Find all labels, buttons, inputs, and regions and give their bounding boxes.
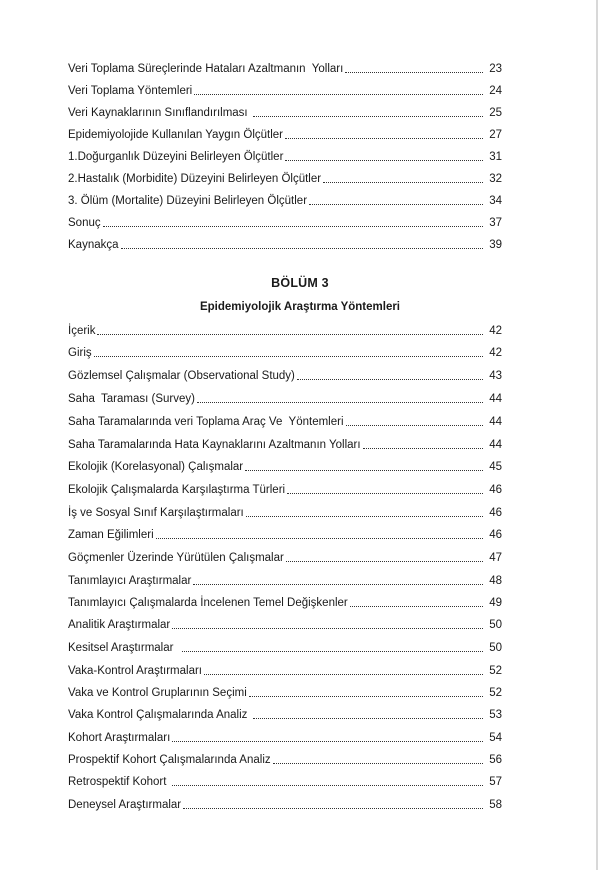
toc-entry-page: 31 [489, 151, 502, 163]
toc-entry-page: 53 [489, 709, 502, 721]
dot-leader [249, 696, 483, 697]
toc-entry[interactable] [68, 409, 502, 429]
toc-entry[interactable] [68, 612, 502, 632]
toc-entry[interactable] [68, 500, 502, 520]
toc-entry[interactable] [68, 56, 502, 76]
toc-entry-page: 25 [489, 107, 502, 119]
chapter-subtitle: Epidemiyolojik Araştırma Yöntemleri [199, 301, 401, 313]
dot-leader [273, 763, 483, 764]
dot-leader [172, 741, 483, 742]
toc-entry[interactable] [68, 432, 502, 452]
toc-entry-label: Analitik Araştırmalar [68, 619, 171, 631]
toc-entry[interactable] [68, 100, 502, 120]
toc-entry-page: 48 [489, 575, 502, 587]
toc-entry[interactable] [68, 522, 502, 542]
dot-leader [194, 94, 483, 95]
toc-entry-page: 43 [489, 370, 502, 382]
dot-leader [287, 493, 483, 494]
toc-entry-page: 58 [489, 799, 502, 811]
toc-entry-label: Veri Kaynaklarının Sınıflandırılması [68, 107, 251, 119]
toc-entry-label: 1.Doğurganlık Düzeyini Belirleyen Ölçütler [68, 151, 284, 163]
toc-entry-page: 49 [489, 597, 502, 609]
toc-entry[interactable] [68, 122, 502, 142]
toc-entry[interactable] [68, 769, 502, 789]
toc-entry-label: Epidemiyolojide Kullanılan Yaygın Ölçütler [68, 129, 284, 141]
toc-entry-label: Ekolojik (Korelasyonal) Çalışmalar [68, 461, 244, 473]
dot-leader [285, 138, 483, 139]
toc-entry[interactable] [68, 658, 502, 678]
toc-entry-page: 44 [489, 393, 502, 405]
toc-entry-label: 2.Hastalık (Morbidite) Düzeyini Belirleyen Ölçütler [68, 173, 322, 185]
toc-entry-label: Kaynakça [68, 239, 119, 251]
toc-entry-label: Ekolojik Çalışmalarda Karşılaştırma Türleri [68, 484, 286, 496]
toc-entry[interactable] [68, 318, 502, 338]
dot-leader [346, 425, 483, 426]
toc-entry-page: 42 [489, 347, 502, 359]
toc-entry-page: 44 [489, 439, 502, 451]
toc-entry-page: 57 [489, 776, 502, 788]
toc-entry[interactable] [68, 568, 502, 588]
toc-entry-page: 27 [489, 129, 502, 141]
toc-entry-label: Giriş [68, 347, 92, 359]
toc-entry-label: Vaka ve Kontrol Gruplarının Seçimi [68, 687, 247, 699]
toc-entry-label: Kesitsel Araştırmalar [68, 642, 180, 654]
toc-entry-label: Retrospektif Kohort [68, 776, 170, 788]
toc-entry-page: 37 [489, 217, 502, 229]
toc-entry[interactable] [68, 386, 502, 406]
toc-entry-page: 39 [489, 239, 502, 251]
toc-entry[interactable] [68, 340, 502, 360]
dot-leader [323, 182, 483, 183]
toc-entry-page: 23 [489, 63, 502, 75]
toc-entry-label: İçerik [68, 325, 96, 337]
toc-entry-page: 50 [489, 619, 502, 631]
toc-entry-label: Gözlemsel Çalışmalar (Observational Study) [68, 370, 295, 382]
toc-entry-label: Prospektif Kohort Çalışmalarında Analiz [68, 754, 271, 766]
toc-entry-page: 46 [489, 484, 502, 496]
toc-entry-label: Saha Taraması (Survey) [68, 393, 195, 405]
toc-entry[interactable] [68, 232, 502, 252]
dot-leader [156, 538, 483, 539]
toc-entry-page: 47 [489, 552, 502, 564]
toc-entry[interactable] [68, 210, 502, 230]
toc-entry[interactable] [68, 792, 502, 812]
dot-leader [121, 248, 483, 249]
dot-leader [97, 334, 483, 335]
toc-entry-label: İş ve Sosyal Sınıf Karşılaştırmaları [68, 507, 244, 519]
toc-entry-label: Göçmenler Üzerinde Yürütülen Çalışmalar [68, 552, 284, 564]
toc-entry-page: 44 [489, 416, 502, 428]
toc-entry-label: Deneysel Araştırmalar [68, 799, 182, 811]
toc-entry-page: 34 [489, 195, 502, 207]
toc-entry-label: Sonuç [68, 217, 101, 229]
toc-entry[interactable] [68, 635, 502, 655]
toc-entry-page: 56 [489, 754, 502, 766]
dot-leader [253, 116, 483, 117]
dot-leader [197, 402, 483, 403]
toc-entry[interactable] [68, 78, 502, 98]
toc-entry[interactable] [68, 454, 502, 474]
dot-leader [193, 584, 483, 585]
dot-leader [183, 808, 483, 809]
toc-entry[interactable] [68, 363, 502, 383]
toc-entry-label: Kohort Araştırmaları [68, 732, 171, 744]
dot-leader [345, 72, 483, 73]
toc-entry-page: 45 [489, 461, 502, 473]
toc-entry-label: Tanımlayıcı Çalışmalarda İncelenen Temel Değişkenler [68, 597, 348, 609]
toc-entry-label: 3. Ölüm (Mortalite) Düzeyini Belirleyen Ölçütler [68, 195, 308, 207]
toc-entry-label: Vaka-Kontrol Araştırmaları [68, 665, 203, 677]
dot-leader [363, 448, 483, 449]
toc-entry[interactable] [68, 725, 502, 745]
toc-entry-label: Tanımlayıcı Araştırmalar [68, 575, 192, 587]
toc-entry[interactable] [68, 477, 502, 497]
dot-leader [286, 561, 483, 562]
toc-entry[interactable] [68, 144, 502, 164]
dot-leader [94, 356, 483, 357]
dot-leader [285, 160, 483, 161]
toc-entry-page: 46 [489, 529, 502, 541]
dot-leader [246, 516, 483, 517]
dot-leader [172, 785, 483, 786]
dot-leader [245, 470, 483, 471]
dot-leader [172, 628, 483, 629]
toc-entry-label: Saha Taramalarında Hata Kaynaklarını Azaltmanın Yolları [68, 439, 361, 451]
dot-leader [182, 651, 483, 652]
toc-entry-page: 42 [489, 325, 502, 337]
toc-entry-page: 32 [489, 173, 502, 185]
dot-leader [309, 204, 483, 205]
toc-entry[interactable] [68, 188, 502, 208]
toc-entry-page: 54 [489, 732, 502, 744]
toc-entry-page: 50 [489, 642, 502, 654]
toc-entry[interactable] [68, 680, 502, 700]
toc-entry-label: Vaka Kontrol Çalışmalarında Analiz [68, 709, 251, 721]
toc-entry[interactable] [68, 747, 502, 767]
toc-entry-page: 46 [489, 507, 502, 519]
toc-entry[interactable] [68, 166, 502, 186]
toc-entry-page: 52 [489, 665, 502, 677]
toc-entry[interactable] [68, 590, 502, 610]
toc-entry[interactable] [68, 702, 502, 722]
dot-leader [204, 674, 483, 675]
dot-leader [103, 226, 483, 227]
toc-entry-label: Zaman Eğilimleri [68, 529, 154, 541]
toc-entry-label: Saha Taramalarında veri Toplama Araç Ve Yöntemleri [68, 416, 344, 428]
toc-entry-page: 24 [489, 85, 502, 97]
toc-entry-label: Veri Toplama Süreçlerinde Hataları Azaltmanın Yolları [68, 63, 344, 75]
dot-leader [350, 606, 483, 607]
dot-leader [253, 718, 483, 719]
dot-leader [297, 379, 483, 380]
toc-entry-page: 52 [489, 687, 502, 699]
toc-entry[interactable] [68, 545, 502, 565]
chapter-title: BÖLÜM 3 [271, 276, 329, 290]
toc-entry-label: Veri Toplama Yöntemleri [68, 85, 193, 97]
